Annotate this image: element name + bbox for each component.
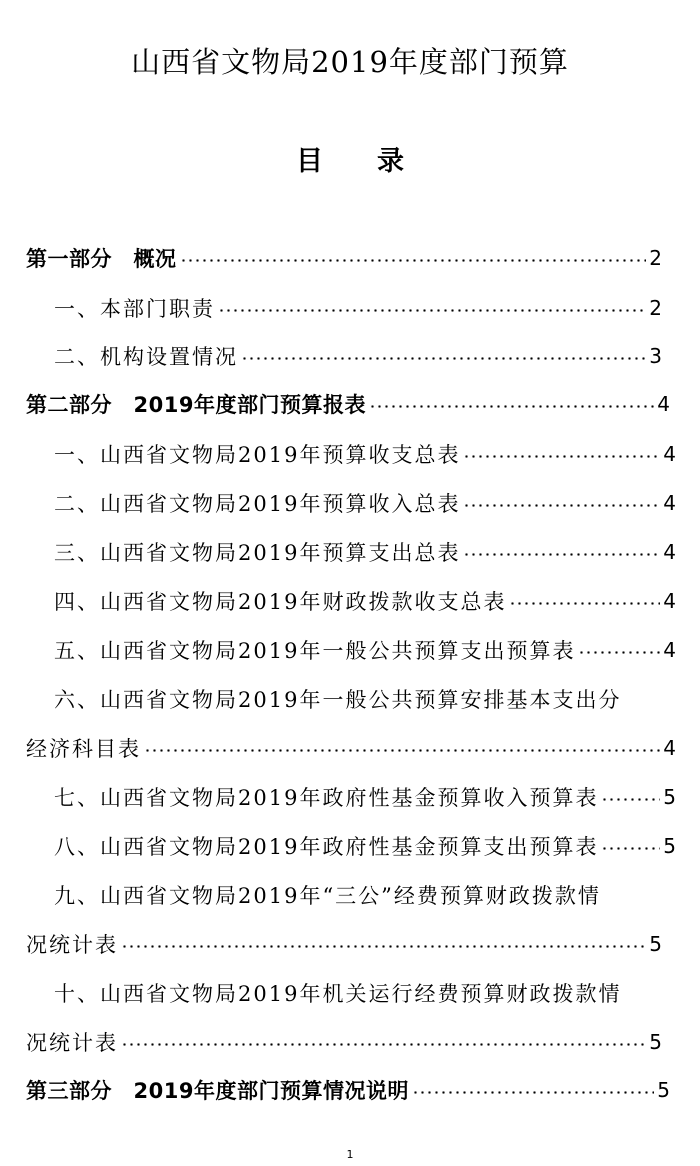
toc-page-number: 4 [657, 392, 670, 416]
toc-entry-2-6-line-1[interactable] [54, 677, 676, 721]
toc-leader-dots [218, 309, 646, 312]
toc-leader-dots [412, 1091, 654, 1094]
toc-leader-dots [509, 602, 660, 605]
document-title: 山西省文物局2019年度部门预算 [131, 45, 569, 79]
toc-leader-dots [601, 798, 660, 801]
toc-entry-2-6-line-2[interactable] [26, 726, 676, 770]
toc-entry-part-3[interactable] [26, 1068, 670, 1112]
toc-leader-dots [241, 357, 646, 360]
toc-page-number: 4 [663, 589, 676, 613]
toc-entry-2-7[interactable] [54, 775, 676, 819]
toc-leader-dots [121, 945, 646, 948]
toc-leader-dots [369, 405, 654, 408]
toc-entry-part-2[interactable] [26, 382, 670, 426]
toc-entry-label: 况统计表 [26, 1031, 118, 1055]
toc-entry-label: 八、山西省文物局2019年政府性基金预算支出预算表 [54, 835, 599, 859]
toc-entry-1-2[interactable] [54, 334, 662, 378]
toc-entry-label: 五、山西省文物局2019年一般公共预算支出预算表 [54, 639, 576, 663]
toc-entry-2-5[interactable] [54, 628, 676, 672]
toc-leader-dots [463, 553, 660, 556]
toc-page-number: 4 [663, 540, 676, 564]
toc-leader-dots [121, 1043, 646, 1046]
toc-leader-dots [463, 504, 660, 507]
toc-entry-label: 况统计表 [26, 933, 118, 957]
toc-leader-dots [601, 847, 660, 850]
toc-entry-label: 第三部分 2019年度部门预算情况说明 [26, 1079, 409, 1103]
toc-leader-dots [463, 455, 660, 458]
toc-page-number: 3 [649, 344, 662, 368]
toc-entry-2-2[interactable] [54, 481, 676, 525]
toc-entry-label: 九、山西省文物局2019年“三公”经费预算财政拨款情 [54, 884, 601, 908]
toc-entry-label: 四、山西省文物局2019年财政拨款收支总表 [54, 590, 507, 614]
toc-heading: 目 录 [296, 146, 404, 177]
toc-page-number: 5 [663, 834, 676, 858]
toc-entry-label: 二、机构设置情况 [54, 345, 238, 369]
toc-page-number: 2 [649, 296, 662, 320]
toc-page-number: 4 [663, 442, 676, 466]
toc-leader-dots [180, 259, 647, 262]
toc-page-number: 5 [663, 785, 676, 809]
toc-page-number: 4 [663, 638, 676, 662]
toc-page-number: 5 [657, 1078, 670, 1102]
page-number: 1 [346, 1148, 354, 1161]
toc-page-number: 4 [663, 736, 676, 760]
toc-entry-label: 六、山西省文物局2019年一般公共预算安排基本支出分 [54, 688, 622, 712]
toc-entry-2-10-line-2[interactable] [26, 1020, 662, 1064]
toc-entry-2-3[interactable] [54, 530, 676, 574]
toc-entry-label: 第二部分 2019年度部门预算报表 [26, 393, 366, 417]
toc-entry-part-1[interactable] [26, 236, 662, 280]
toc-page-number: 2 [649, 246, 662, 270]
toc-entry-2-10-line-1[interactable] [54, 971, 676, 1015]
toc-entry-label: 三、山西省文物局2019年预算支出总表 [54, 541, 461, 565]
toc-entry-label: 第一部分 概况 [26, 247, 177, 271]
toc-entry-label: 十、山西省文物局2019年机关运行经费预算财政拨款情 [54, 982, 622, 1006]
toc-entry-label: 经济科目表 [26, 737, 141, 761]
toc-entry-1-1[interactable] [54, 286, 662, 330]
toc-entry-label: 一、本部门职责 [54, 297, 215, 321]
toc-page-number: 5 [649, 932, 662, 956]
toc-entry-label: 二、山西省文物局2019年预算收入总表 [54, 492, 461, 516]
toc-page-number: 4 [663, 491, 676, 515]
toc-entry-2-4[interactable] [54, 579, 676, 623]
toc-entry-2-9-line-2[interactable] [26, 922, 662, 966]
toc-page-number: 5 [649, 1030, 662, 1054]
toc-entry-label: 七、山西省文物局2019年政府性基金预算收入预算表 [54, 786, 599, 810]
toc-leader-dots [578, 651, 660, 654]
toc-entry-2-9-line-1[interactable] [54, 873, 676, 917]
toc-entry-2-8[interactable] [54, 824, 676, 868]
toc-entry-label: 一、山西省文物局2019年预算收支总表 [54, 443, 461, 467]
toc-leader-dots [144, 749, 660, 752]
toc-entry-2-1[interactable] [54, 432, 676, 476]
